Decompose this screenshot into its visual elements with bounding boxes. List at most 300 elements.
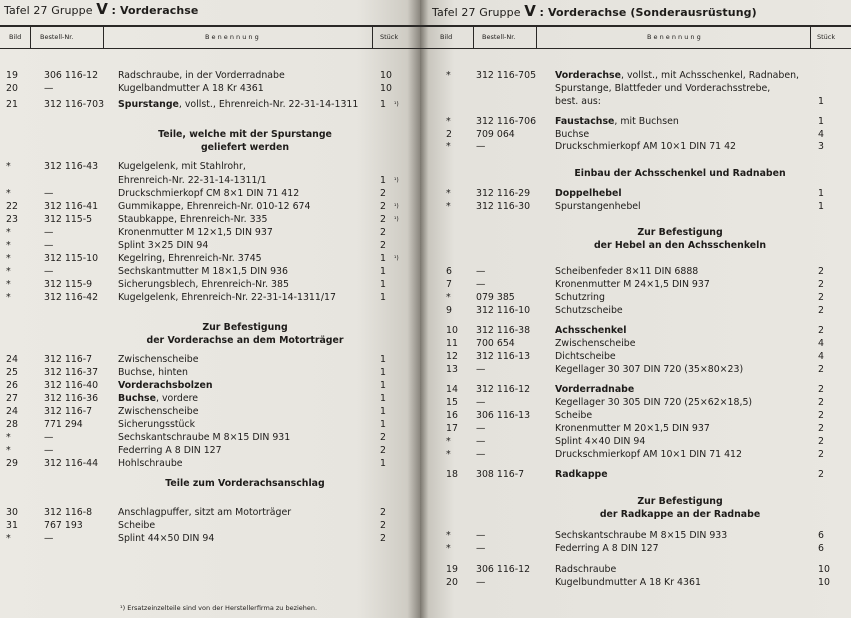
parts-row — [420, 422, 851, 435]
part-text: Kugelbandmutter A 18 Kr 4361 — [118, 83, 264, 94]
part-description — [118, 506, 291, 519]
parts-row — [0, 366, 420, 379]
parts-row — [0, 82, 420, 95]
left-table-header — [0, 25, 420, 49]
bild-number: * — [6, 188, 11, 199]
bild-number: 29 — [6, 458, 18, 469]
section-heading — [0, 128, 420, 141]
part-description — [555, 468, 608, 481]
order-number: 312 116-7 — [44, 354, 93, 365]
quantity: 1 — [380, 393, 386, 404]
parts-row — [420, 200, 851, 213]
bild-number: 13 — [446, 364, 458, 375]
part-description — [555, 409, 592, 422]
bild-number: * — [6, 253, 11, 264]
part-description — [555, 265, 698, 278]
bild-number: 31 — [6, 520, 18, 531]
quantity: 2 — [380, 188, 386, 199]
parts-row — [420, 265, 851, 278]
part-text: Kegellager 30 307 DIN 720 (35×80×23) — [555, 364, 744, 375]
section-heading — [0, 321, 420, 334]
bild-number: * — [446, 201, 451, 212]
parts-row — [420, 350, 851, 363]
part-description — [118, 278, 289, 291]
bild-number: * — [446, 116, 451, 127]
order-number: — — [44, 432, 54, 443]
bild-number: * — [446, 543, 451, 554]
order-number: — — [476, 449, 486, 460]
header-stueck: Stück — [380, 33, 399, 41]
parts-row — [420, 278, 851, 291]
parts-row — [420, 529, 851, 542]
order-number: 312 116-706 — [476, 116, 537, 127]
title-group-letter: V — [524, 2, 536, 20]
part-text: , vollst., Ehrenreich-Nr. 22-31-14-1311 — [178, 99, 359, 110]
part-description — [555, 95, 601, 108]
bild-number: 26 — [6, 380, 18, 391]
quantity: 1 — [380, 354, 386, 365]
quantity: 2 — [818, 384, 824, 395]
bild-number: 20 — [6, 83, 18, 94]
bild-number: 22 — [6, 201, 18, 212]
part-description — [555, 542, 659, 555]
part-description — [118, 444, 222, 457]
bild-number: 18 — [446, 469, 458, 480]
part-text: Zwischenscheibe — [118, 406, 199, 417]
order-number: — — [476, 423, 486, 434]
part-text: Zwischenscheibe — [118, 354, 199, 365]
order-number: — — [476, 279, 486, 290]
part-description — [555, 396, 752, 409]
quantity: 2 — [380, 507, 386, 518]
quantity: 2 — [818, 436, 824, 447]
quantity: 2 — [380, 214, 386, 225]
part-name-bold: Buchse — [118, 393, 156, 404]
bild-number: * — [6, 266, 11, 277]
part-text: Kugelbundmutter A 18 Kr 4361 — [555, 577, 701, 588]
part-text: Sechskantschraube M 8×15 DIN 933 — [555, 530, 728, 541]
bild-number: * — [446, 449, 451, 460]
order-number: — — [44, 445, 54, 456]
parts-row — [0, 98, 420, 111]
quantity: 1 — [380, 419, 386, 430]
part-description — [118, 160, 246, 173]
part-name-bold: Vorderachsbolzen — [118, 380, 213, 391]
parts-row — [420, 448, 851, 461]
part-description — [555, 140, 736, 153]
bild-number: 12 — [446, 351, 458, 362]
quantity: 2 — [818, 305, 824, 316]
parts-row — [420, 187, 851, 200]
part-text: Scheibe — [118, 520, 156, 531]
quantity: 2 — [818, 266, 824, 277]
bild-number: 15 — [446, 397, 458, 408]
order-number: 312 116-8 — [44, 507, 93, 518]
part-description — [118, 457, 183, 470]
part-text: Radschraube — [555, 564, 617, 575]
part-text: Staubkappe, Ehrenreich-Nr. 335 — [118, 214, 268, 225]
parts-row — [0, 532, 420, 545]
parts-row — [0, 418, 420, 431]
section-heading-text: Einbau der Achsschenkel und Radnaben — [574, 168, 786, 179]
quantity: 4 — [818, 338, 824, 349]
parts-row — [420, 304, 851, 317]
parts-row — [420, 95, 851, 108]
part-text: Sechskantschraube M 8×15 DIN 931 — [118, 432, 291, 443]
part-text: Radschraube, in der Vorderradnabe — [118, 70, 285, 81]
quantity: 2 — [380, 533, 386, 544]
part-description — [555, 435, 645, 448]
part-name-bold: Spurstange — [118, 99, 179, 110]
section-heading-text: der Vorderachse an dem Motorträger — [146, 335, 344, 346]
part-description — [118, 213, 268, 226]
quantity: 2 — [818, 423, 824, 434]
part-text: Kugelgelenk, Ehrenreich-Nr. 22-31-14-1311/17 — [118, 292, 336, 303]
parts-row — [420, 115, 851, 128]
bild-number: * — [6, 292, 11, 303]
section-heading-text: Teile, welche mit der Spurstange — [158, 129, 332, 140]
part-text: Druckschmierkopf CM 8×1 DIN 71 412 — [118, 188, 300, 199]
part-text: Kronenmutter M 20×1,5 DIN 937 — [555, 423, 710, 434]
title-group-name: : Vorderachse — [111, 4, 199, 17]
part-description — [555, 200, 641, 213]
part-description — [118, 69, 285, 82]
order-number: 312 116-37 — [44, 367, 99, 378]
quantity: 3 — [818, 141, 824, 152]
part-text: Zwischenscheibe — [555, 338, 636, 349]
bild-number: * — [6, 240, 11, 251]
quantity: 1 — [818, 96, 824, 107]
part-description — [555, 187, 622, 200]
part-name-bold: Faustachse — [555, 116, 615, 127]
section-heading-text: Teile zum Vorderachsanschlag — [165, 478, 325, 489]
part-text: Schutzscheibe — [555, 305, 623, 316]
parts-row — [420, 409, 851, 422]
part-description — [555, 82, 770, 95]
bild-number: * — [6, 227, 11, 238]
part-text: Kugelgelenk, mit Stahlrohr, — [118, 161, 246, 172]
quantity: 10 — [818, 564, 830, 575]
left-page — [0, 0, 420, 618]
right-page-title — [432, 2, 757, 20]
section-heading — [420, 167, 851, 180]
quantity: 1 — [380, 266, 386, 277]
part-description — [555, 350, 616, 363]
part-text: Federring A 8 DIN 127 — [555, 543, 659, 554]
part-text: Scheibenfeder 8×11 DIN 6888 — [555, 266, 699, 277]
order-number: — — [476, 266, 486, 277]
quantity: 1 — [380, 367, 386, 378]
bild-number: 25 — [6, 367, 18, 378]
part-description — [555, 304, 623, 317]
quantity: 6 — [818, 543, 824, 554]
footnote: ¹) Ersatzeinzelteile sind von der Herstellerfirma zu beziehen. — [120, 604, 318, 612]
section-heading — [0, 141, 420, 154]
quantity: 1 — [380, 380, 386, 391]
parts-row — [0, 519, 420, 532]
order-number: 306 116-12 — [44, 70, 99, 81]
part-description — [555, 422, 710, 435]
parts-row — [420, 324, 851, 337]
part-text: Buchse, hinten — [118, 367, 188, 378]
order-number: 312 116-7 — [44, 406, 93, 417]
part-description — [555, 69, 799, 82]
bild-number: * — [446, 141, 451, 152]
order-number: 312 116-12 — [476, 384, 531, 395]
quantity: 2 — [818, 279, 824, 290]
order-number: 079 385 — [476, 292, 515, 303]
bild-number: 23 — [6, 214, 18, 225]
order-number: — — [476, 141, 486, 152]
section-heading-text: Zur Befestigung — [637, 496, 723, 507]
order-number: — — [44, 83, 54, 94]
left-page-title — [4, 0, 198, 18]
header-bild: Bild — [9, 33, 22, 41]
part-text: Splint 3×25 DIN 94 — [118, 240, 209, 251]
part-description — [118, 174, 267, 187]
part-text: , vollst., mit Achsschenkel, Radnaben, — [621, 70, 800, 81]
parts-row — [420, 140, 851, 153]
part-text: Splint 4×40 DIN 94 — [555, 436, 646, 447]
bild-number: 6 — [446, 266, 452, 277]
part-name-bold: Radkappe — [555, 469, 608, 480]
parts-row — [420, 69, 851, 82]
part-name-bold: Vorderradnabe — [555, 384, 635, 395]
bild-number: * — [6, 161, 11, 172]
quantity: 4 — [818, 129, 824, 140]
section-heading — [420, 495, 851, 508]
bild-number: 24 — [6, 354, 18, 365]
order-number: 312 115-9 — [44, 279, 93, 290]
part-name-bold: Doppelhebel — [555, 188, 622, 199]
parts-row — [420, 396, 851, 409]
bild-number: * — [446, 188, 451, 199]
order-number: 709 064 — [476, 129, 515, 140]
part-text: Kronenmutter M 24×1,5 DIN 937 — [555, 279, 710, 290]
quantity: 10 — [818, 577, 830, 588]
header-bild: Bild — [440, 33, 453, 41]
footnote-marker: ¹) — [394, 216, 399, 223]
order-number: — — [44, 227, 54, 238]
parts-row — [0, 405, 420, 418]
section-heading-text: Zur Befestigung — [637, 227, 723, 238]
part-text: Sicherungsstück — [118, 419, 196, 430]
part-text: Federring A 8 DIN 127 — [118, 445, 222, 456]
quantity: 1 — [818, 201, 824, 212]
part-description — [118, 532, 214, 545]
part-description — [555, 448, 742, 461]
bild-number: * — [446, 70, 451, 81]
quantity: 1 — [818, 116, 824, 127]
order-number: 312 116-38 — [476, 325, 531, 336]
quantity: 2 — [380, 201, 386, 212]
quantity: 2 — [818, 410, 824, 421]
parts-row — [0, 213, 420, 226]
part-description — [555, 337, 635, 350]
footnote-marker: ¹) — [394, 203, 399, 210]
quantity: 1 — [380, 253, 386, 264]
part-description — [118, 187, 299, 200]
bild-number: 2 — [446, 129, 452, 140]
section-heading-text: Zur Befestigung — [202, 322, 288, 333]
order-number: — — [44, 533, 54, 544]
part-description — [118, 405, 198, 418]
quantity: 1 — [380, 292, 386, 303]
part-text: Druckschmierkopf AM 10×1 DIN 71 412 — [555, 449, 742, 460]
quantity: 2 — [818, 397, 824, 408]
right-page — [420, 0, 851, 618]
order-number: 312 116-13 — [476, 351, 531, 362]
part-name-bold: Vorderachse — [555, 70, 621, 81]
parts-row — [420, 563, 851, 576]
part-description — [555, 363, 743, 376]
part-text: Dichtscheibe — [555, 351, 616, 362]
quantity: 2 — [818, 325, 824, 336]
quantity: 2 — [380, 227, 386, 238]
part-description — [118, 431, 290, 444]
header-benennung: B e n e n n u n g — [205, 33, 259, 41]
parts-row — [420, 542, 851, 555]
part-description — [118, 239, 208, 252]
order-number: 312 115-10 — [44, 253, 99, 264]
header-stueck: Stück — [817, 33, 836, 41]
quantity: 1 — [380, 175, 386, 186]
parts-row — [0, 265, 420, 278]
parts-row — [0, 431, 420, 444]
bild-number: * — [446, 530, 451, 541]
title-group-name: : Vorderachse (Sonderausrüstung) — [539, 6, 757, 19]
parts-row — [0, 291, 420, 304]
part-text: , mit Buchsen — [614, 116, 679, 127]
part-text: Splint 44×50 DIN 94 — [118, 533, 215, 544]
part-description — [555, 324, 626, 337]
part-description — [555, 291, 605, 304]
parts-row — [0, 444, 420, 457]
part-text: Kronenmutter M 12×1,5 DIN 937 — [118, 227, 273, 238]
order-number: 306 116-13 — [476, 410, 531, 421]
part-description — [555, 529, 727, 542]
bild-number: 9 — [446, 305, 452, 316]
section-heading — [420, 508, 851, 521]
part-description — [118, 82, 264, 95]
part-description — [555, 278, 710, 291]
parts-row — [0, 174, 420, 187]
part-text: Spurstange, Blattfeder und Vorderachsstrebe, — [555, 83, 771, 94]
footnote-marker: ¹) — [394, 101, 399, 108]
parts-row — [420, 468, 851, 481]
order-number: 767 193 — [44, 520, 83, 531]
parts-row — [420, 291, 851, 304]
parts-row — [0, 160, 420, 173]
order-number: — — [476, 577, 486, 588]
right-table-header — [420, 25, 851, 49]
part-text: Scheibe — [555, 410, 593, 421]
part-text: Hohlschraube — [118, 458, 183, 469]
order-number: 312 116-705 — [476, 70, 537, 81]
order-number: 312 116-30 — [476, 201, 531, 212]
quantity: 1 — [380, 406, 386, 417]
order-number: — — [44, 240, 54, 251]
order-number: 312 116-41 — [44, 201, 99, 212]
order-number: 312 116-43 — [44, 161, 99, 172]
bild-number: 11 — [446, 338, 458, 349]
order-number: 312 116-29 — [476, 188, 531, 199]
bild-number: 30 — [6, 507, 18, 518]
part-text: Sechskantmutter M 18×1,5 DIN 936 — [118, 266, 288, 277]
quantity: 2 — [380, 432, 386, 443]
part-description — [118, 291, 336, 304]
footnote-marker: ¹) — [394, 255, 399, 262]
parts-row — [0, 187, 420, 200]
parts-row — [420, 337, 851, 350]
part-description — [118, 519, 155, 532]
order-number: 308 116-7 — [476, 469, 525, 480]
part-text: Buchse — [555, 129, 590, 140]
quantity: 1 — [380, 458, 386, 469]
part-text: Anschlagpuffer, sitzt am Motorträger — [118, 507, 292, 518]
part-name-bold: Achsschenkel — [555, 325, 627, 336]
bild-number: * — [446, 292, 451, 303]
quantity: 2 — [818, 292, 824, 303]
bild-number: * — [6, 533, 11, 544]
section-heading-text: der Hebel an den Achsschenkeln — [593, 240, 767, 251]
order-number: 700 654 — [476, 338, 515, 349]
order-number: — — [44, 188, 54, 199]
part-text: Gummikappe, Ehrenreich-Nr. 010-12 674 — [118, 201, 311, 212]
part-text: Sicherungsblech, Ehrenreich-Nr. 385 — [118, 279, 289, 290]
bild-number: 24 — [6, 406, 18, 417]
header-bestell-nr: Bestell-Nr. — [482, 33, 516, 41]
quantity: 2 — [380, 445, 386, 456]
part-description — [118, 98, 358, 111]
section-heading — [0, 477, 420, 490]
parts-row — [420, 363, 851, 376]
bild-number: 20 — [446, 577, 458, 588]
quantity: 4 — [818, 351, 824, 362]
order-number: 312 116-42 — [44, 292, 99, 303]
part-text: best. aus: — [555, 96, 601, 107]
section-heading — [420, 239, 851, 252]
part-description — [118, 366, 188, 379]
title-prefix: Tafel 27 Gruppe — [4, 4, 93, 17]
part-description — [118, 392, 198, 405]
part-text: Druckschmierkopf AM 10×1 DIN 71 42 — [555, 141, 737, 152]
section-heading — [420, 226, 851, 239]
title-prefix: Tafel 27 Gruppe — [432, 6, 521, 19]
part-text: Ehrenreich-Nr. 22-31-14-1311/1 — [118, 175, 267, 186]
bild-number: * — [6, 279, 11, 290]
part-description — [118, 252, 262, 265]
order-number: 312 115-5 — [44, 214, 93, 225]
order-number: 312 116-40 — [44, 380, 99, 391]
header-bestell-nr: Bestell-Nr. — [40, 33, 74, 41]
quantity: 1 — [818, 188, 824, 199]
part-description — [118, 353, 198, 366]
order-number: — — [476, 543, 486, 554]
section-heading-text: der Radkappe an der Radnabe — [599, 509, 761, 520]
title-group-letter: V — [96, 0, 108, 18]
part-text: Spurstangenhebel — [555, 201, 641, 212]
bild-number: * — [446, 436, 451, 447]
bild-number: 17 — [446, 423, 458, 434]
parts-row — [420, 435, 851, 448]
bild-number: 27 — [6, 393, 18, 404]
quantity: 1 — [380, 99, 386, 110]
part-text: Kegelring, Ehrenreich-Nr. 3745 — [118, 253, 262, 264]
bild-number: * — [6, 445, 11, 456]
part-description — [555, 563, 616, 576]
order-number: — — [44, 266, 54, 277]
